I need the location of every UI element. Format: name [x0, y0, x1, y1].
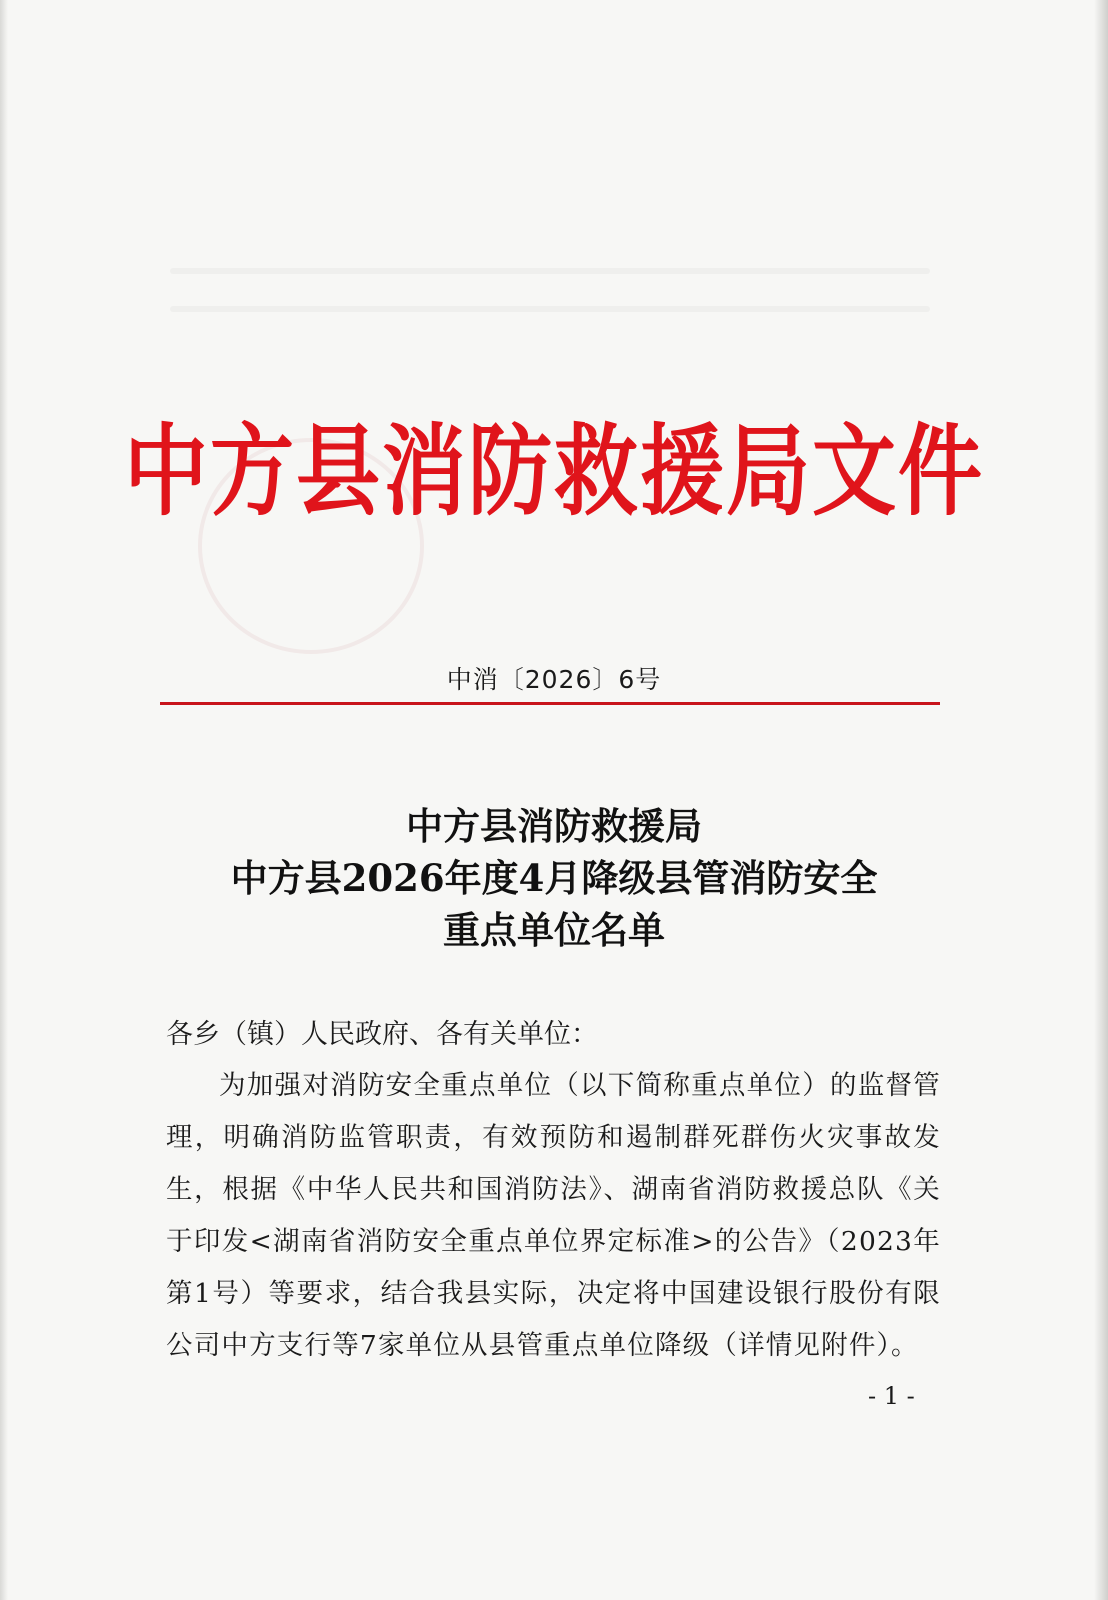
document-header-title: 中方县消防救援局文件	[123, 413, 984, 529]
addressee-line: 各乡（镇）人民政府、各有关单位：	[166, 1019, 598, 1050]
page-number: - 1 -	[868, 1382, 915, 1410]
document-title-line-3: 重点单位名单	[443, 908, 665, 952]
document-title-line-1: 中方县消防救援局	[406, 804, 702, 848]
bleed-through-marks	[170, 268, 930, 358]
header-red-rule	[160, 702, 940, 705]
document-title-line-2: 中方县2026年度4月降级县管消防安全	[230, 856, 878, 900]
document-number: 中消〔2026〕6号	[446, 665, 662, 694]
document-title	[0, 800, 1108, 956]
body-paragraph: 为加强对消防安全重点单位（以下简称重点单位）的监督管理，明确消防监管职责，有效预防和遏制群死群伤火灾事故发生，根据《中华人民共和国消防法》、湖南省消防救援总队《关于印发<湖南省消防安全重点单位界定标准>的公告》（2023年第1号）等要求，结合我县实际，决定将中国建设银行股份有限公司中方支行等7家单位从县管重点单位降级（详情见附件）。	[166, 1070, 941, 1361]
